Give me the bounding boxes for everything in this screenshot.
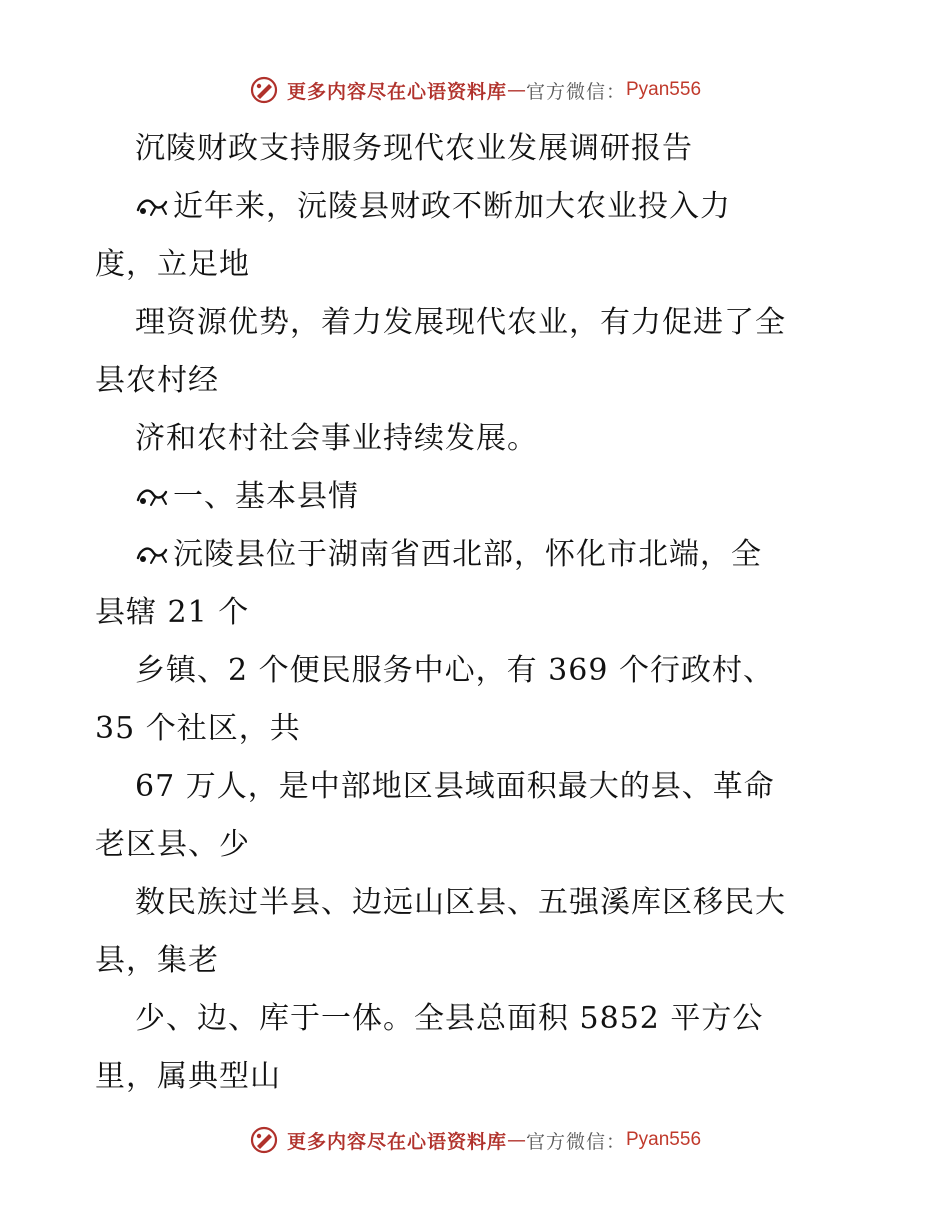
header-banner bbox=[0, 70, 950, 110]
paragraph-mark-icon bbox=[135, 528, 171, 552]
paragraph-line-text: 度，立足地 bbox=[95, 247, 250, 282]
banner-main-text: 更多内容尽在心语资料库 bbox=[286, 80, 507, 103]
document-body bbox=[95, 120, 865, 1106]
paragraph-line-text: 35 个社区，共 bbox=[95, 711, 301, 746]
paragraph-line bbox=[95, 642, 865, 700]
paragraph-line bbox=[95, 410, 865, 468]
paragraph-line bbox=[95, 700, 865, 758]
paragraph-line-text: 沉陵财政支持服务现代农业发展调研报告 bbox=[135, 131, 693, 166]
paragraph-line-text: 县，集老 bbox=[95, 943, 219, 978]
paragraph-line bbox=[95, 1048, 865, 1106]
paragraph-mark-icon bbox=[135, 470, 171, 494]
paragraph-line-text: 沅陵县位于湖南省西北部，怀化市北端，全 bbox=[173, 537, 762, 572]
footer-banner bbox=[0, 1120, 950, 1160]
banner-wechat-id: Pyan556 bbox=[626, 1129, 702, 1150]
paragraph-line bbox=[95, 990, 865, 1048]
paragraph-line-text: 少、边、库于一体。全县总面积 5852 平方公 bbox=[135, 1001, 764, 1036]
paragraph-line bbox=[95, 816, 865, 874]
paragraph-line bbox=[95, 236, 865, 294]
paragraph-line-text: 县农村经 bbox=[95, 363, 219, 398]
banner-sub-text: 官方微信： bbox=[525, 1130, 626, 1153]
paragraph-line-text: 县辖 21 个 bbox=[95, 595, 250, 630]
paragraph-line-text: 济和农村社会事业持续发展。 bbox=[135, 421, 538, 456]
paragraph-line bbox=[95, 294, 865, 352]
banner-wechat-id: Pyan556 bbox=[626, 79, 702, 100]
banner-dash: — bbox=[506, 1129, 526, 1151]
banner-dash: — bbox=[506, 79, 526, 101]
paragraph-line bbox=[95, 758, 865, 816]
paragraph-line bbox=[95, 874, 865, 932]
paragraph-line-text: 67 万人，是中部地区县域面积最大的县、革命 bbox=[135, 769, 775, 804]
paragraph-line-text: 数民族过半县、边远山区县、五强溪库区移民大 bbox=[135, 885, 786, 920]
banner-main-text: 更多内容尽在心语资料库 bbox=[286, 1130, 507, 1153]
paragraph-line-text: 老区县、少 bbox=[95, 827, 250, 862]
paragraph-line bbox=[95, 526, 865, 584]
paragraph-line-text: 里，属典型山 bbox=[95, 1059, 281, 1094]
paragraph-line bbox=[95, 584, 865, 642]
paragraph-line-text: 理资源优势，着力发展现代农业，有力促进了全 bbox=[135, 305, 786, 340]
paragraph-line bbox=[95, 120, 865, 178]
brand-logo-icon bbox=[249, 1125, 279, 1155]
paragraph-line-text: 近年来，沅陵县财政不断加大农业投入力 bbox=[173, 189, 731, 224]
paragraph-line bbox=[95, 178, 865, 236]
paragraph-line bbox=[95, 468, 865, 526]
paragraph-mark-icon bbox=[135, 180, 171, 204]
paragraph-line bbox=[95, 932, 865, 990]
banner-sub-text: 官方微信： bbox=[525, 80, 626, 103]
paragraph-line-text: 乡镇、2 个便民服务中心，有 369 个行政村、 bbox=[135, 653, 774, 688]
brand-logo-icon bbox=[249, 75, 279, 105]
paragraph-line bbox=[95, 352, 865, 410]
paragraph-line-text: 一、基本县情 bbox=[173, 479, 359, 514]
